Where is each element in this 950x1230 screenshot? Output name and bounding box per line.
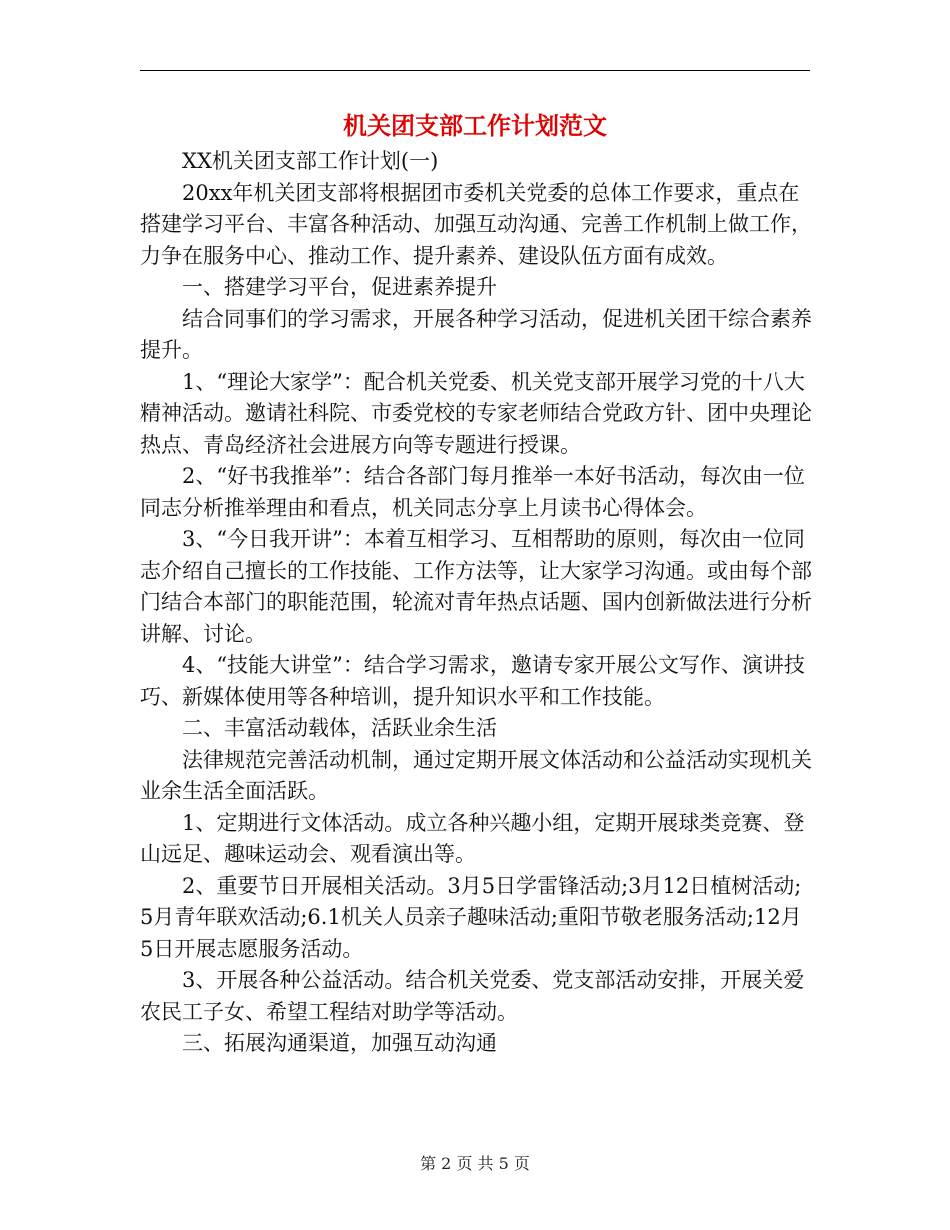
paragraph: 法律规范完善活动机制，通过定期开展文体活动和公益活动实现机关业余生活全面活跃。	[140, 747, 812, 803]
paragraph: 结合同事们的学习需求，开展各种学习活动，促进机关团干综合素养提升。	[140, 306, 812, 362]
page-indicator: 第 2 页 共 5 页	[420, 1154, 530, 1173]
section-heading-3: 三、拓展沟通渠道，加强互动沟通	[182, 1031, 497, 1055]
section-heading-2: 二、丰富活动载体，活跃业余生活	[182, 716, 497, 740]
list-item: 3、“今日我开讲”：本着互相学习、互相帮助的原则，每次由一位同志介绍自己擅长的工作技能、工作方法等，让大家学习沟通。或由每个部门结合本部门的职能范围，轮流对青年热点话题、国内创新做法进行分析讲解、讨论。	[140, 527, 812, 646]
document-body	[140, 146, 812, 1060]
list-item: 2、“好书我推举”：结合各部门每月推举一本好书活动，每次由一位同志分析推举理由和看点，机关同志分享上月读书心得体会。	[140, 464, 805, 520]
list-item: 3、开展各种公益活动。结合机关党委、党支部活动安排，开展关爱农民工子女、希望工程结对助学等活动。	[140, 968, 805, 1024]
list-item: 1、“理论大家学”：配合机关党委、机关党支部开展学习党的十八大精神活动。邀请社科院、市委党校的专家老师结合党政方针、团中央理论热点、青岛经济社会进展方向等专题进行授课。	[140, 369, 812, 457]
document-title: 机关团支部工作计划范文	[343, 111, 607, 140]
section-heading-1: 一、搭建学习平台，促进素养提升	[182, 275, 497, 299]
paragraph-subtitle: XX机关团支部工作计划(一)	[182, 149, 439, 173]
list-item: 1、定期进行文体活动。成立各种兴趣小组，定期开展球类竞赛、登山远足、趣味运动会、观看演出等。	[140, 810, 805, 866]
list-item: 2、重要节日开展相关活动。3月5日学雷锋活动;3月12日植树活动;5月青年联欢活动;6.1机关人员亲子趣味活动;重阳节敬老服务活动;12月5日开展志愿服务活动。	[140, 873, 802, 961]
paragraph-intro: 20xx年机关团支部将根据团市委机关党委的总体工作要求，重点在搭建学习平台、丰富各种活动、加强互动沟通、完善工作机制上做工作，力争在服务中心、推动工作、提升素养、建设队伍方面有成效。	[140, 180, 812, 268]
header-rule	[140, 70, 810, 71]
list-item: 4、“技能大讲堂”：结合学习需求，邀请专家开展公文写作、演讲技巧、新媒体使用等各种培训，提升知识水平和工作技能。	[140, 653, 805, 709]
